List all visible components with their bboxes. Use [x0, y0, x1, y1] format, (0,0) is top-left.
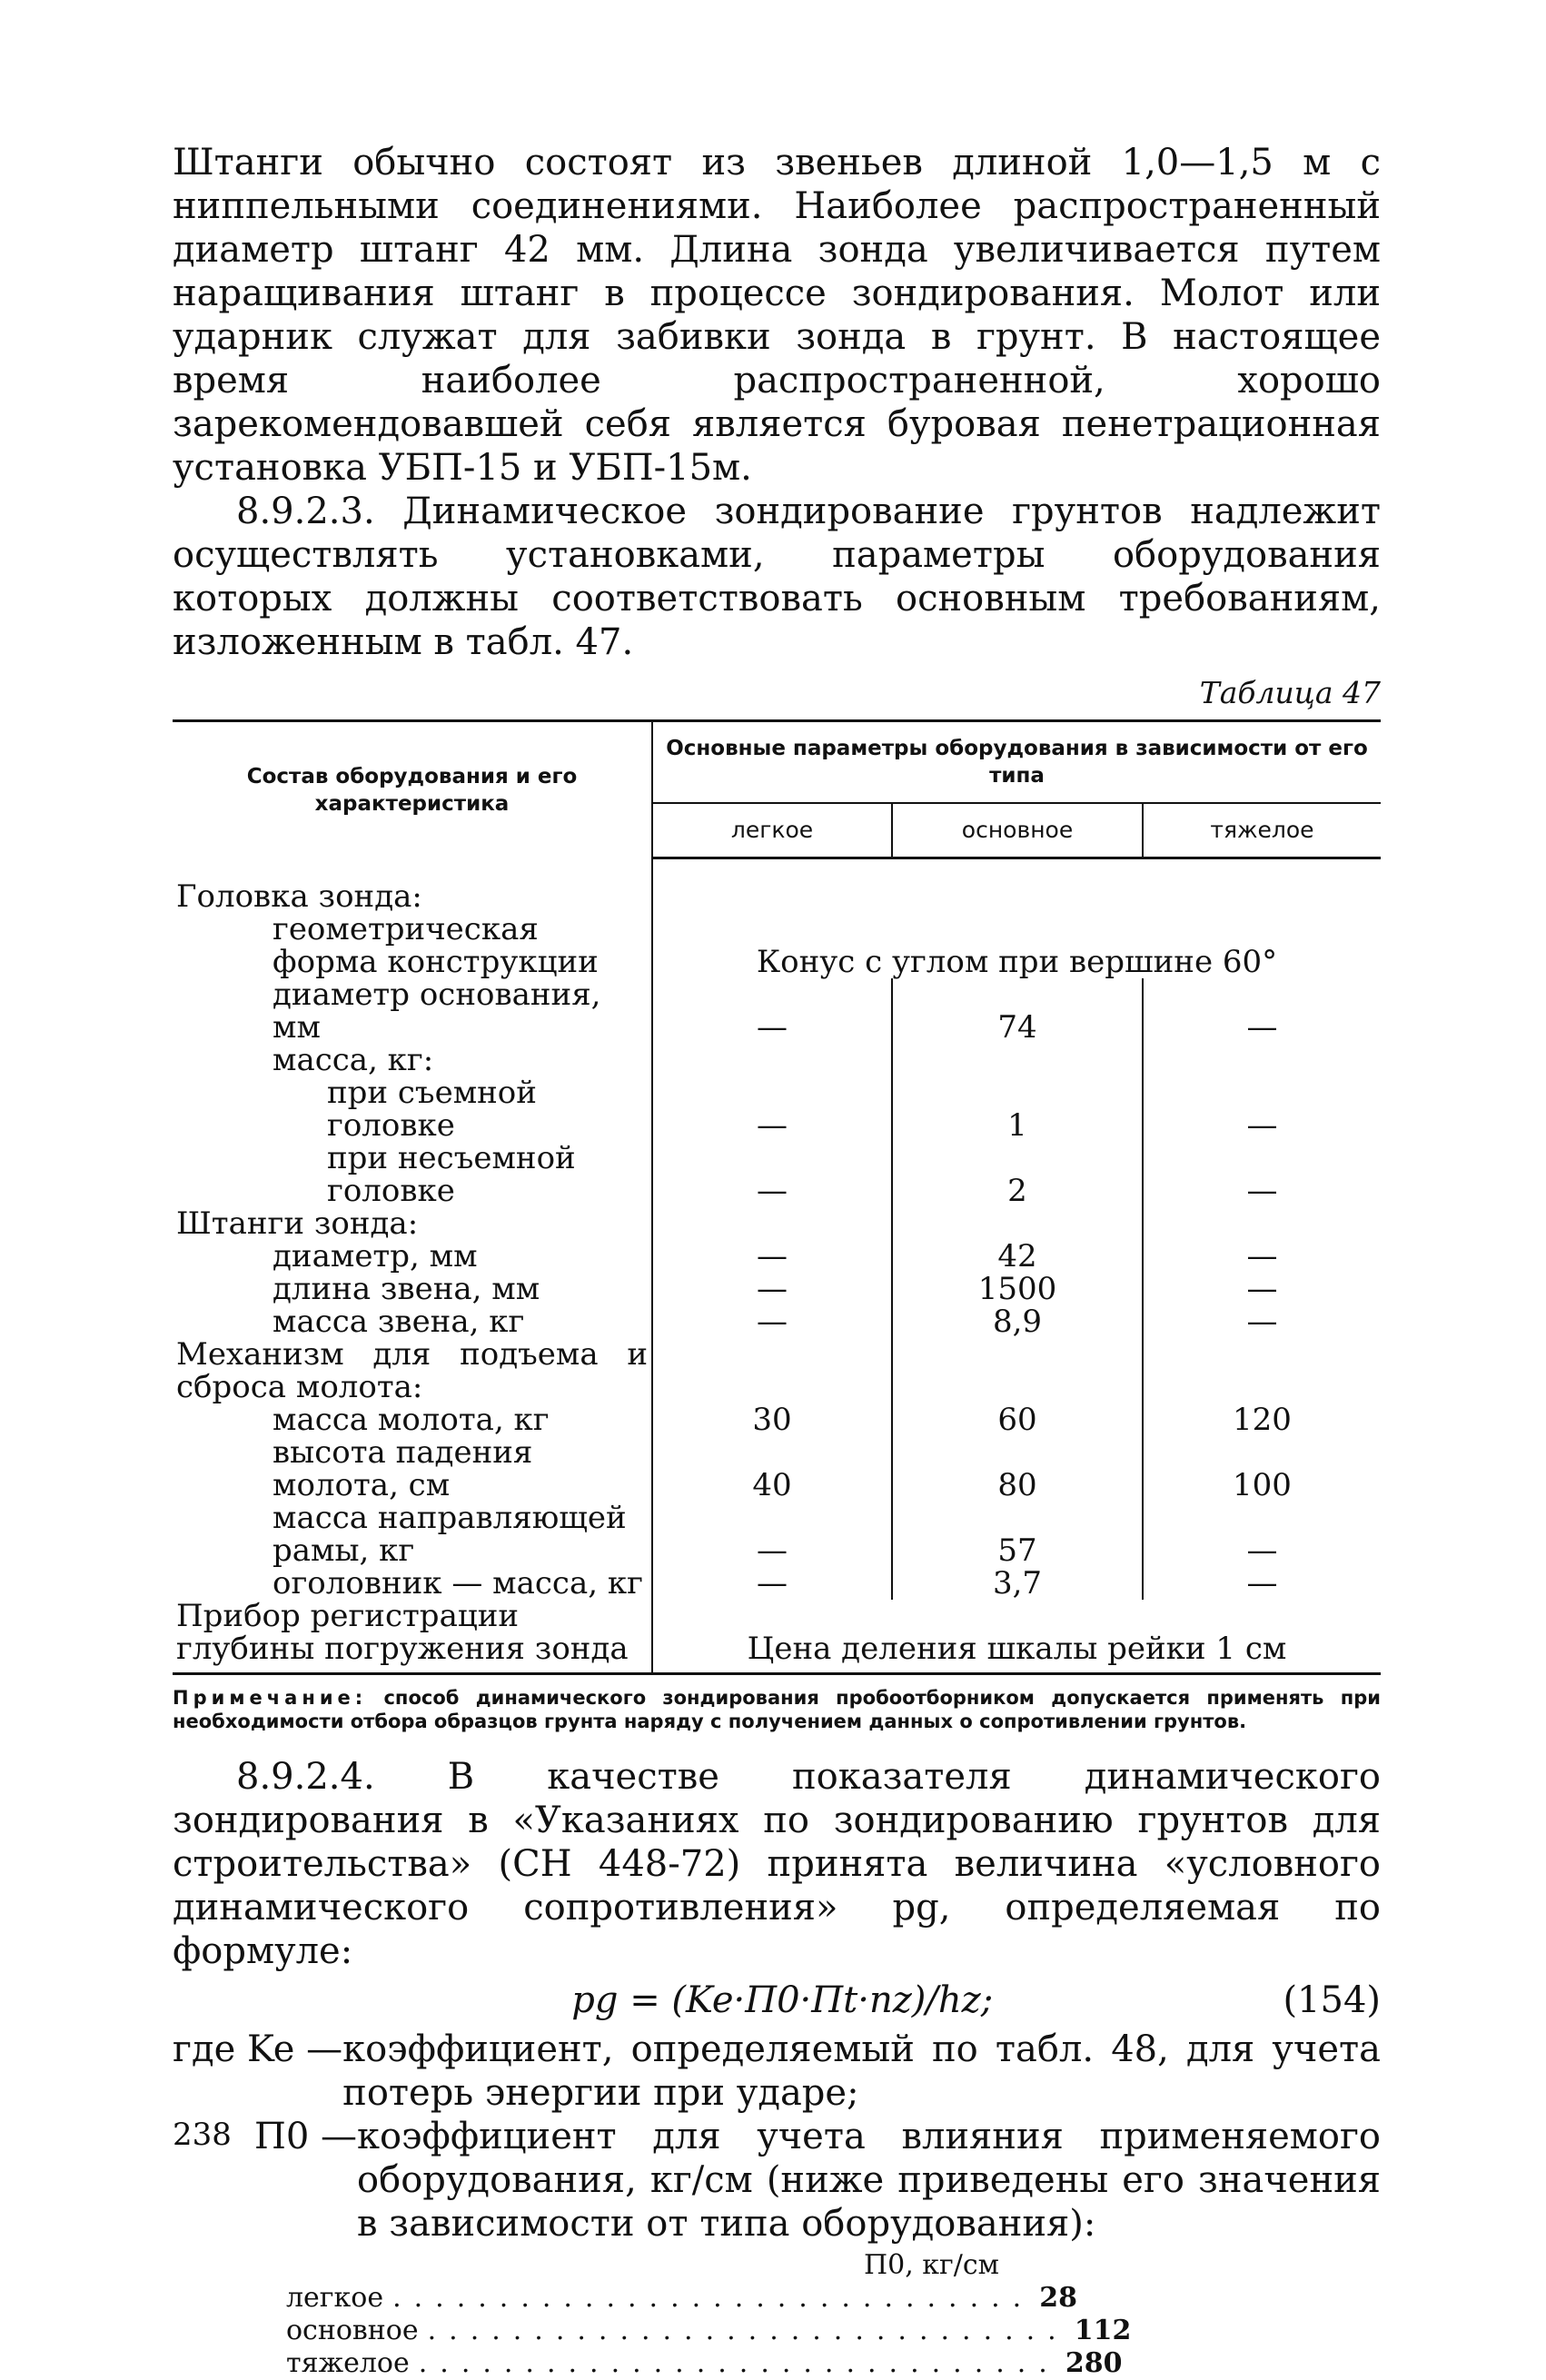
p0-header: П0, кг/см [863, 2248, 999, 2281]
table-row: геометрическая форма конструкции Конус с углом при вершине 60° [173, 913, 1381, 978]
table-row: длина звена, мм — 1500 — [173, 1273, 1381, 1305]
table-row: оголовник — масса, кг — 3,7 — [173, 1567, 1381, 1600]
header-light: легкое [652, 803, 892, 858]
table-caption: Таблица 47 [1199, 675, 1381, 710]
formula-expression: pg = (Ke·П0·Пt·nz)/hz; [571, 1978, 994, 2021]
table-row: при съемной головке — 1 — [173, 1076, 1381, 1142]
table-note [173, 1686, 1381, 1733]
formula-154 [173, 1978, 1381, 2022]
table-row: масса направляющей рамы, кг — 57 — [173, 1502, 1381, 1567]
table-row: Прибор регистрации глубины погружения зонда Цена деления шкалы рейки 1 см [173, 1600, 1381, 1674]
definition-p0: П0 — коэффициент для учета влияния применяемого оборудования, кг/см (ниже приведены его значения в зависимости от типа оборудования): [254, 2115, 1381, 2245]
table-47 [173, 719, 1381, 1675]
cone-shape-value: Конус с углом при вершине 60° [652, 913, 1381, 978]
p0-values-list [286, 2248, 1132, 2380]
table-row: диаметр, мм — 42 — [173, 1240, 1381, 1273]
scale-division-value: Цена деления шкалы рейки 1 см [652, 1600, 1381, 1674]
table-row: Механизм для подъема и сброса молота: [173, 1338, 1381, 1403]
header-main-parameters: Основные параметры оборудования в зависимости от его типа [652, 721, 1381, 804]
table-row: диаметр основания, мм — 74 — [173, 978, 1381, 1044]
table-row: масса звена, кг — 8,9 — [173, 1305, 1381, 1338]
section-8-9-2-3: 8.9.2.3. Динамическое зондирование грунтов надлежит осуществлять установками, параметры оборудования которых должны соответствовать основным требованиям, изложенным в табл. 47. [173, 491, 1381, 663]
table-row: масса молота, кг 30 60 120 [173, 1403, 1381, 1436]
list-item: тяжелое .............................. 280 [286, 2346, 1123, 2379]
page-number: 238 [173, 2117, 232, 2153]
list-item: основное .............................. 112 [286, 2314, 1132, 2346]
note-label: Примечание: [173, 1686, 368, 1709]
definitions [173, 2028, 1381, 2246]
formula-number: (154) [1283, 1978, 1381, 2021]
table-row: Головка зонда: [173, 858, 1381, 913]
note-text: способ динамического зондирования пробоотборником допускается применять при необходимости отбора образцов грунта наряду с получением данных о сопротивлении грунтов. [173, 1686, 1382, 1732]
page-content [173, 141, 1381, 2380]
section-8-9-2-4: 8.9.2.4. В качестве показателя динамического зондирования в «Указаниях по зондированию грунтов для строительства» (СН 448-72) принята величина «условного динамического сопротивления» pg, определяемая по формуле: [173, 1755, 1381, 1972]
header-composition: Состав оборудования и его характеристика [246, 764, 578, 816]
definition-ke: где Ke — коэффициент, определяемый по табл. 48, для учета потерь энергии при ударе; [173, 2028, 1381, 2114]
table-row: масса, кг: [173, 1044, 1381, 1076]
table-row: высота падения молота, см 40 80 100 [173, 1436, 1381, 1502]
intro-paragraph: Штанги обычно состоят из звеньев длиной 1,0—1,5 м с ниппельными соединениями. Наиболее распространенный диаметр штанг 42 мм. Длина зонда увеличивается путем наращивания штанг в процессе зондирования. Молот или ударник служат для забивки зонда в грунт. В настоящее время наиболее распространенной, хорошо зарекомендовавшей себя является буровая пенетрационная установка УБП-15 и УБП-15м. [173, 142, 1381, 489]
header-basic: основное [892, 803, 1143, 858]
list-item: легкое .............................. 28 [286, 2281, 1077, 2314]
table-row: Штанги зонда: [173, 1207, 1381, 1240]
table-row: при несъемной головке — 2 — [173, 1142, 1381, 1207]
header-heavy: тяжелое [1143, 803, 1381, 858]
